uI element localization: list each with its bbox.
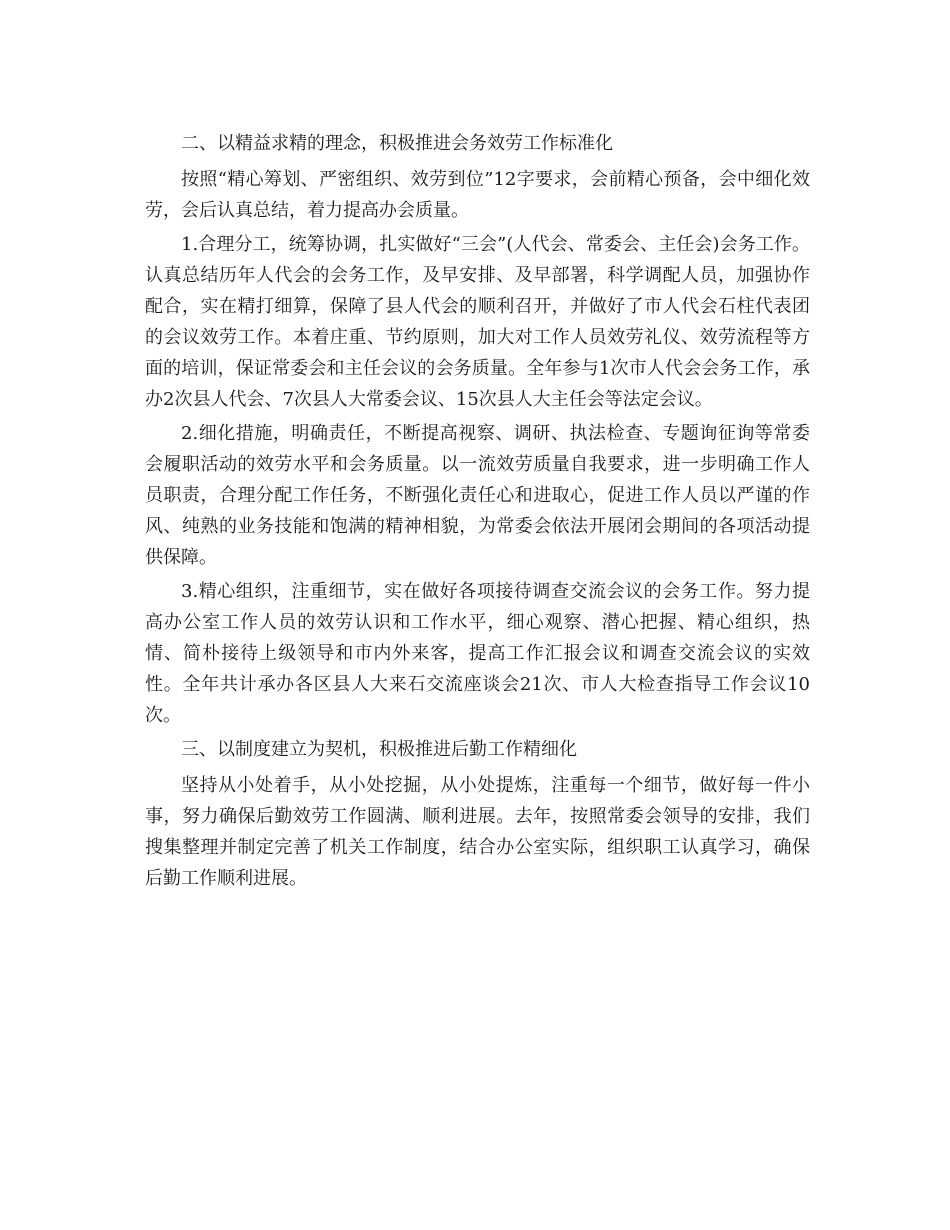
- paragraph-item-2: 2.细化措施，明确责任，不断提高视察、调研、执法检查、专题询征询等常委会履职活动的效劳水平和会务质量。以一流效劳质量自我要求，进一步明确工作人员职责，合理分配工作任务，不断强化责任心和进取心，促进工作人员以严谨的作风、纯熟的业务技能和饱满的精神相貌，为常委会依法开展闭会期间的各项活动提供保障。: [145, 423, 810, 568]
- paragraph-requirements: 按照“精心筹划、严密组织、效劳到位”12字要求，会前精心预备，会中细化效劳，会后认真总结，着力提高办会质量。: [145, 169, 810, 221]
- paragraph-item-3: 3.精心组织，注重细节，实在做好各项接待调查交流会议的会务工作。努力提高办公室工作人员的效劳认识和工作水平，细心观察、潜心把握、精心组织，热情、简朴接待上级领导和市内外来客，提高工作汇报会议和调查交流会议的实效性。全年共计承办各区县人大来石交流座谈会21次、市人大检查指导工作会议10次。: [145, 581, 810, 726]
- paragraph-item-1: 1.合理分工，统筹协调，扎实做好“三会”(人代会、常委会、主任会)会务工作。认真总结历年人代会的会务工作，及早安排、及早部署，科学调配人员，加强协作配合，实在精打细算，保障了县人代会的顺利召开，并做好了市人代会石柱代表团的会议效劳工作。本着庄重、节约原则，加大对工作人员效劳礼仪、效劳流程等方面的培训，保证常委会和主任会议的会务质量。全年参与1次市人代会会务工作，承办2次县人代会、7次县人大常委会议、15次县人大主任会等法定会议。: [145, 234, 810, 410]
- paragraph-logistics: 坚持从小处着手，从小处挖掘，从小处提炼，注重每一个细节，做好每一件小事，努力确保后勤效劳工作圆满、顺利进展。去年，按照常委会领导的安排，我们搜集整理并制定完善了机关工作制度，结合办公室实际，组织职工认真学习，确保后勤工作顺利进展。: [145, 775, 810, 889]
- document-page: [145, 128, 810, 897]
- section-heading-3: 三、以制度建立为契机，积极推进后勤工作精细化: [181, 739, 577, 760]
- section-heading-2: 二、以精益求精的理念，积极推进会务效劳工作标准化: [181, 133, 613, 154]
